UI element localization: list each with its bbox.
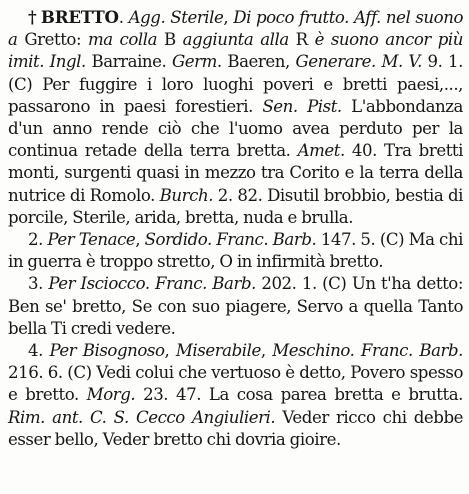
dagger-mark: † xyxy=(28,7,37,27)
definition-text: . xyxy=(118,8,129,27)
source-citation: Morg. xyxy=(86,385,144,405)
quotation: 2. 82. Disutil brobbio, bestia di porcile, Sterile, arida, bretta, nuda e brulla. xyxy=(8,185,463,227)
definition-text: è suono ancor più imit. Ingl. xyxy=(8,30,463,72)
headword: BRETTO xyxy=(40,7,119,27)
sense-definition: Miserabile xyxy=(175,341,261,361)
definition-text: , xyxy=(223,8,234,27)
quotation: 147. 5. (C) Ma chi in guerra è troppo stretto, O in infirmità bretto. xyxy=(8,230,463,272)
source-citation: Amet. xyxy=(297,141,352,161)
sense-number: 2. xyxy=(28,230,48,250)
definition-text: Di poco frutto. Aff. nel suono a xyxy=(8,8,463,50)
dictionary-entry-bretto xyxy=(8,6,463,451)
definition-text: Germ. xyxy=(171,52,228,72)
sense-definition: , xyxy=(164,341,176,361)
quotation: 23. 47. La cosa parea bretta e brutta. xyxy=(143,385,463,405)
quotation: L'abbondanza d'un anno rende ciò che l'uomo avea perduto per la continua retade della terra bretta. xyxy=(8,96,463,161)
entry-paragraph-4 xyxy=(8,340,463,451)
entry-paragraph-3 xyxy=(8,273,463,340)
definition-text: R xyxy=(295,30,315,50)
source-citation: Generare. M. V. xyxy=(295,52,428,72)
quotation: 216. 6. (C) Vedi colui che vertuoso è detto, Povero spesso e bretto. xyxy=(8,363,463,405)
definition-text: Agg. Sterile xyxy=(128,8,224,27)
definition-text: Barraine. xyxy=(91,52,172,72)
source-citation: Sordido. Franc. Barb. xyxy=(144,230,321,250)
entry-paragraph-2 xyxy=(8,229,463,273)
quotation: 40. Tra bretti monti, surgenti quasi in mezzo tra Corito e la terra della nutrice di Romolo. xyxy=(8,141,463,205)
sense-definition: Per Tenace xyxy=(47,230,136,250)
sense-definition: , xyxy=(260,341,273,361)
entry-paragraph-1 xyxy=(8,6,463,229)
source-citation: Sen. Pist. xyxy=(262,96,352,116)
quotation: 202. 1. (C) Un t'ha detto: Ben se' bretto, Se con suo piagere, Servo a quella Tanto bella Ti credi vedere. xyxy=(8,274,463,338)
source-citation: Burch. xyxy=(159,185,218,205)
sense-number: 4. xyxy=(28,341,50,361)
sense-definition: , xyxy=(135,230,145,250)
definition-text: Baeren, xyxy=(227,52,296,72)
source-citation: Meschino. Franc. Barb. xyxy=(272,341,463,361)
sense-definition: Per Isciocco. Franc. Barb. xyxy=(48,274,262,294)
quotation: Veder ricco chi debbe esser bello, Veder bretto chi dovria gioire. xyxy=(8,407,463,449)
definition-text: Gretto: xyxy=(24,30,88,50)
definition-text: B xyxy=(163,30,183,50)
source-citation: Rim. ant. C. S. Cecco Angiulieri. xyxy=(8,407,283,427)
definition-text: ma colla xyxy=(87,30,164,50)
sense-number: 3. xyxy=(28,274,49,294)
quotation: 9. 1. (C) Per fuggire i loro luoghi poveri e bretti paesi,..., passarono in paesi forestieri. xyxy=(8,52,463,116)
definition-text: aggiunta alla xyxy=(182,30,296,50)
sense-definition: Per Bisognoso xyxy=(49,341,165,361)
